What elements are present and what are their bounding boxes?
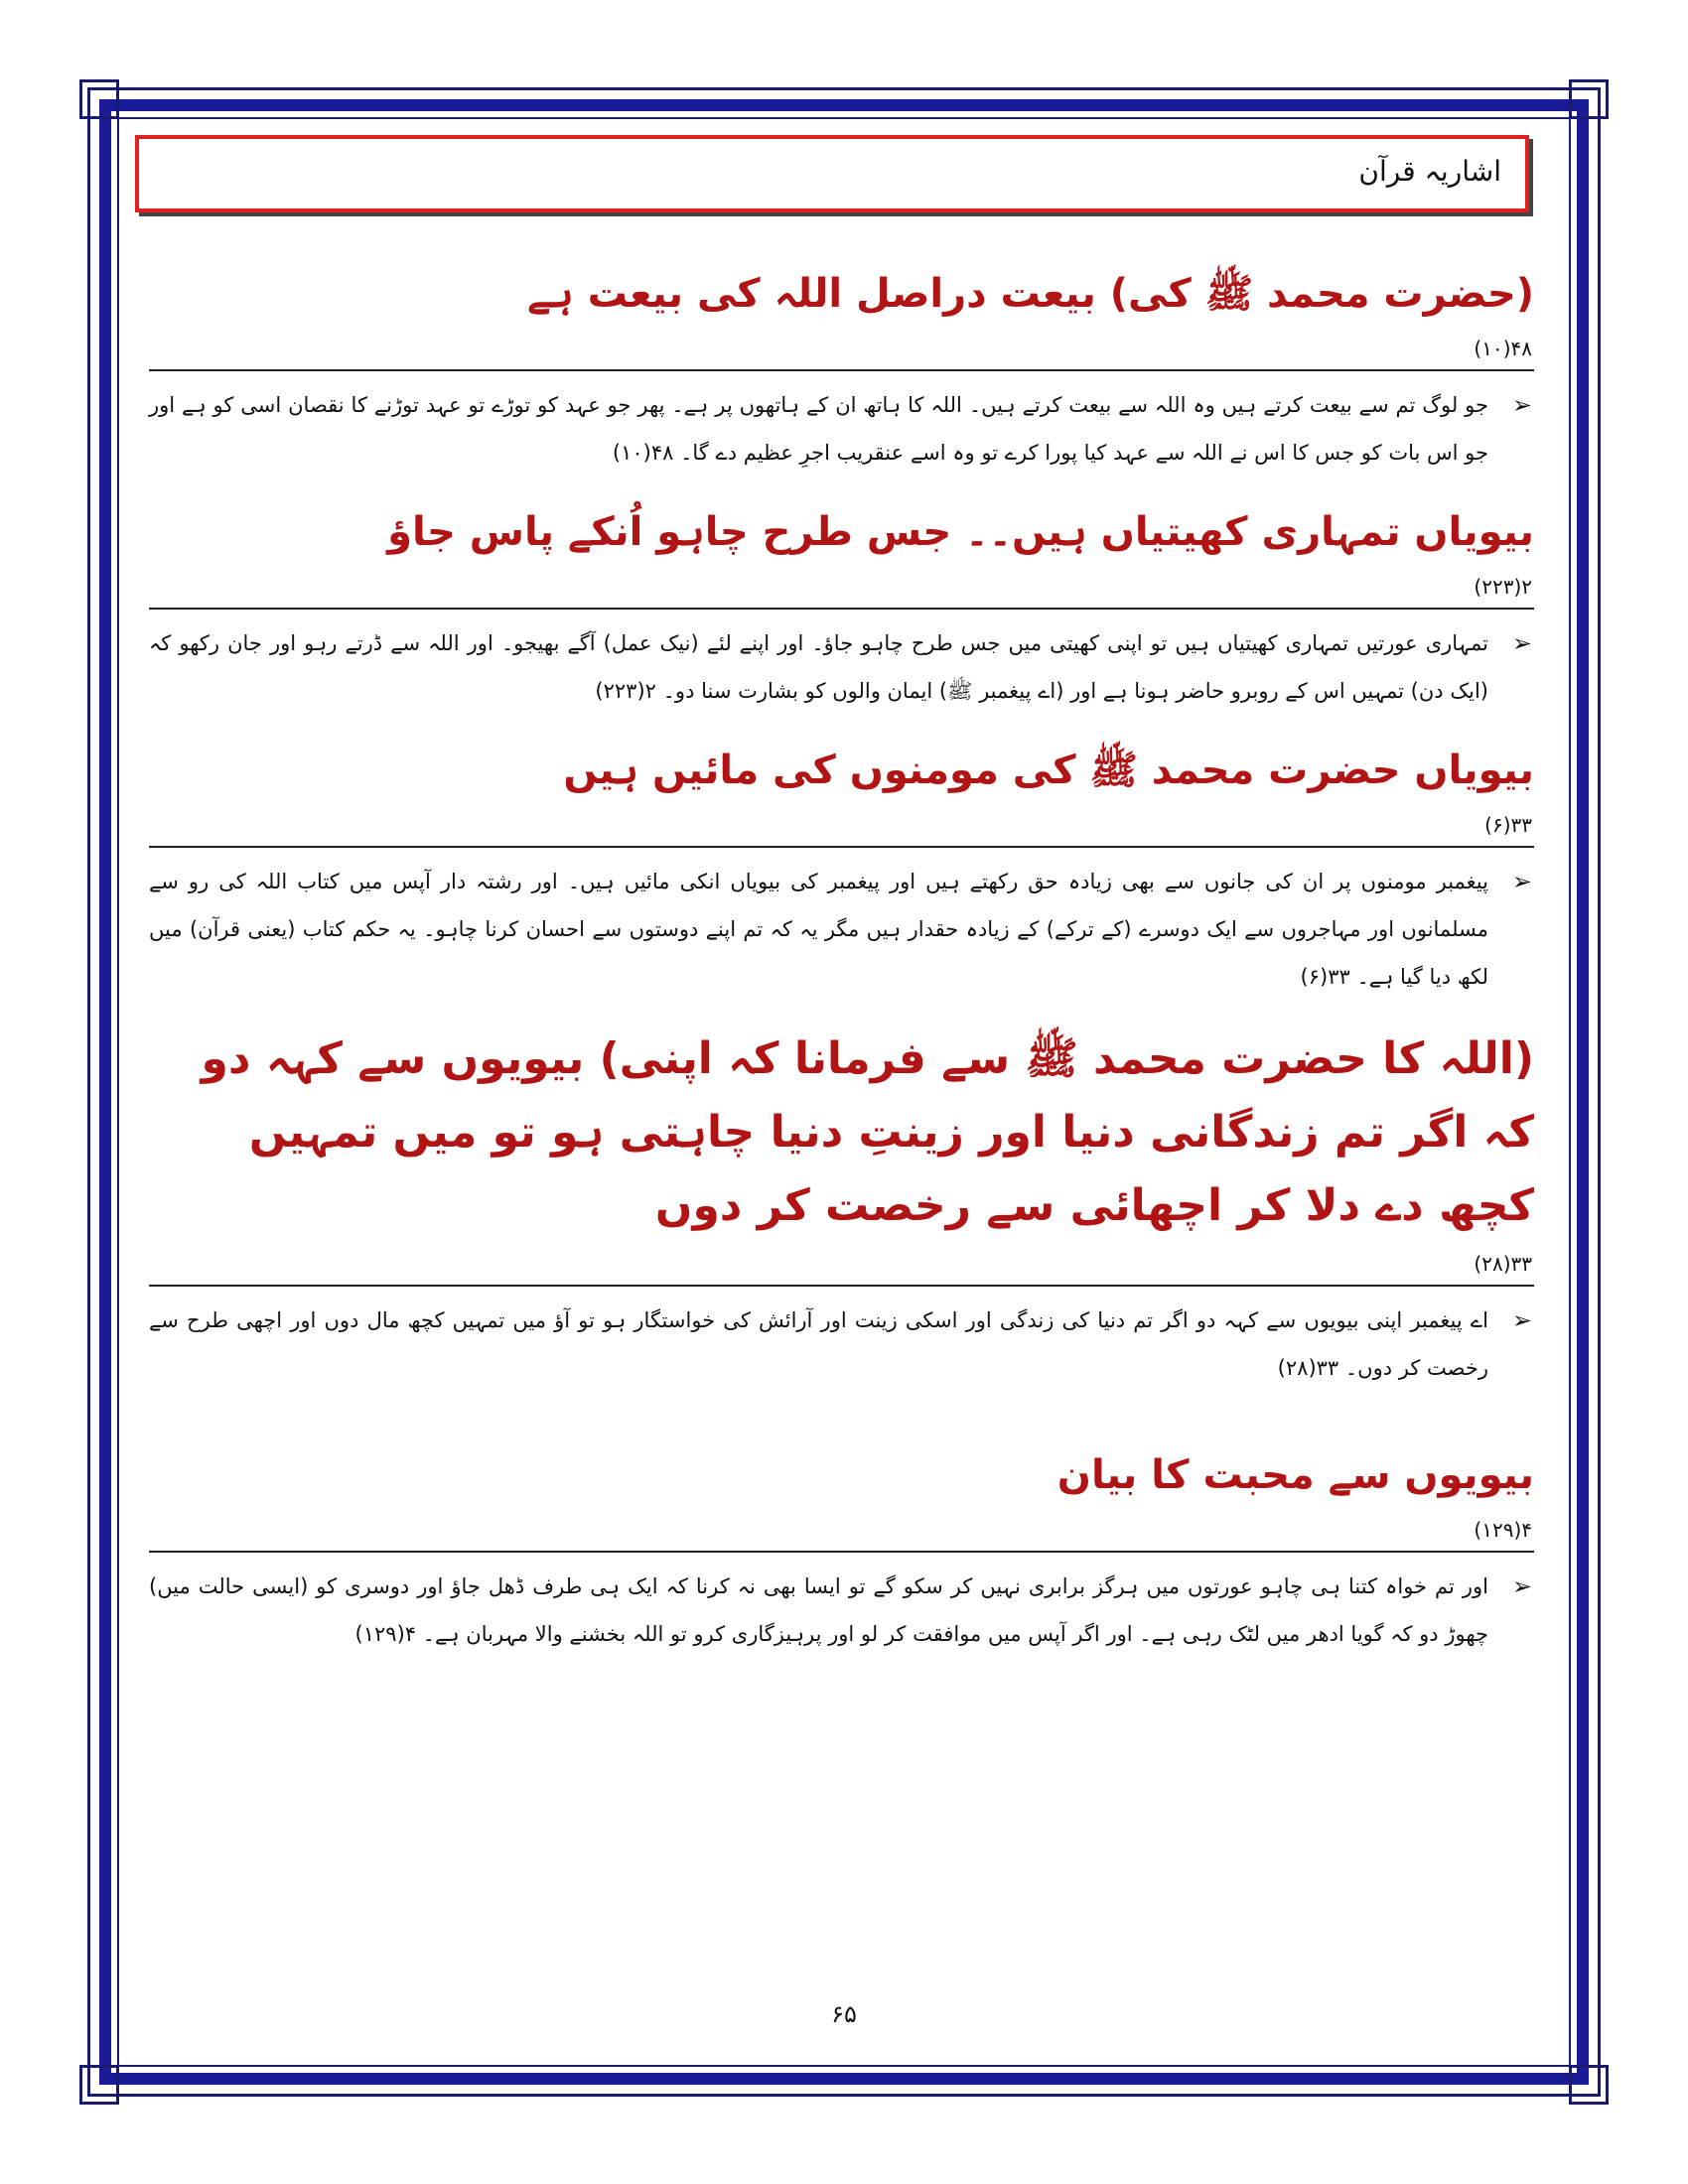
header-box: [135, 135, 1529, 212]
frame-corner-top-right: [1569, 79, 1609, 119]
entry-text: تمہاری عورتیں تمہاری کھیتیاں ہیں تو اپنی کھیتی میں جس طرح چاہو جاؤ۔ اور اپنے لئے (نیک عمل) آگے بھیجو۔ اور اللہ سے ڈرتے رہو اور جان رکھو کہ (ایک دن) تمہیں اس کے روبرو حاضر ہونا ہے اور (اے پیغمبر ﷺ) ایمان والوں کو بشارت سنا دو۔ ۲(۲۲۳): [149, 631, 1488, 703]
arrow-bullet-icon: ➢: [1511, 391, 1532, 419]
section-entry: [149, 858, 1534, 1001]
arrow-bullet-icon: ➢: [1511, 868, 1532, 895]
frame-corner-bottom-left: [79, 2065, 119, 2105]
section-divider: [149, 1285, 1534, 1287]
section-reference: ۳۳(۶): [1484, 813, 1532, 837]
header-title: اشاریہ قرآن: [1358, 155, 1501, 188]
arrow-bullet-icon: ➢: [1511, 1572, 1532, 1600]
frame-corner-bottom-right: [1569, 2065, 1609, 2105]
entry-text: اور تم خواہ کتنا ہی چاہو عورتوں میں ہرگز برابری نہیں کر سکو گے تو ایسا بھی نہ کرنا کہ ایک ہی طرف ڈھل جاؤ اور دوسری کو (ایسی حالت میں) چھوڑ دو کہ گویا ادھر میں لٹک رہی ہے۔ اور اگر آپس میں موافقت کر لو اور پرہیزگاری کرو تو اللہ بخشنے والا مہربان ہے۔ ۴(۱۲۹): [149, 1574, 1488, 1646]
section-entry: [149, 381, 1534, 477]
section-entry: [149, 1297, 1534, 1392]
section-entry: [149, 1563, 1534, 1658]
section-reference: ۲(۲۲۳): [1474, 575, 1532, 599]
section-divider: [149, 846, 1534, 848]
section-title: بیویاں حضرت محمد ﷺ کی مومنوں کی مائیں ہیں: [563, 748, 1534, 793]
arrow-bullet-icon: ➢: [1511, 1306, 1532, 1334]
section-entry: [149, 619, 1534, 715]
page-number: ۶۵: [831, 2000, 857, 2028]
entry-text: اے پیغمبر اپنی بیویوں سے کہہ دو اگر تم دنیا کی زندگی اور اسکی زینت اور آرائش کی خواستگار ہو تو آؤ میں تمہیں کچھ مال دوں اور اچھی طرح سے رخصت کر دوں۔ ۳۳(۲۸): [149, 1308, 1488, 1380]
section-reference: ۳۳(۲۸): [1474, 1252, 1532, 1276]
arrow-bullet-icon: ➢: [1511, 629, 1532, 657]
entry-text: جو لوگ تم سے بیعت کرتے ہیں وہ اللہ سے بیعت کرتے ہیں۔ اللہ کا ہاتھ ان کے ہاتھوں پر ہے۔ پھر جو عہد کو توڑے تو عہد توڑنے کا نقصان اسی کو ہے اور جو اس بات کو جس کا اس نے اللہ سے عہد کیا پورا کرے تو وہ اسے عنقریب اجرِ عظیم دے گا۔ ۴۸(۱۰): [149, 393, 1488, 465]
section-title: (اللہ کا حضرت محمد ﷺ سے فرمانا کہ اپنی) بیویوں سے کہہ دو کہ اگر تم زندگانی دنیا اور زینتِ دنیا چاہتی ہو تو میں تمہیں کچھ دے دلا کر اچھائی سے رخصت کر دوں: [201, 1033, 1534, 1231]
section-title: بیویاں تمہاری کھیتیاں ہیں۔۔ جس طرح چاہو اُنکے پاس جاؤ: [387, 509, 1534, 555]
section-divider: [149, 369, 1534, 371]
frame-corner-top-left: [79, 79, 119, 119]
section-divider: [149, 1551, 1534, 1553]
page-content: [149, 260, 1534, 1658]
section-reference: ۴۸(۱۰): [1474, 337, 1532, 360]
section-divider: [149, 608, 1534, 610]
entry-text: پیغمبر مومنوں پر ان کی جانوں سے بھی زیادہ حق رکھتے ہیں اور پیغمبر کی بیویاں انکی مائیں ہیں۔ اور رشتہ دار آپس میں کتاب اللہ کی رو سے مسلمانوں اور مہاجروں سے ایک دوسرے (کے ترکے) کے زیادہ حقدار ہیں مگر یہ کہ تم اپنے دوستوں سے احسان کرنا چاہو۔ یہ حکم کتاب (یعنی قرآن) میں لکھ دیا گیا ہے۔ ۳۳(۶): [149, 870, 1489, 989]
section-title: (حضرت محمد ﷺ کی) بیعت دراصل اللہ کی بیعت ہے: [526, 271, 1534, 317]
section-title: بیویوں سے محبت کا بیان: [1056, 1452, 1534, 1498]
section-reference: ۴(۱۲۹): [1474, 1518, 1532, 1542]
